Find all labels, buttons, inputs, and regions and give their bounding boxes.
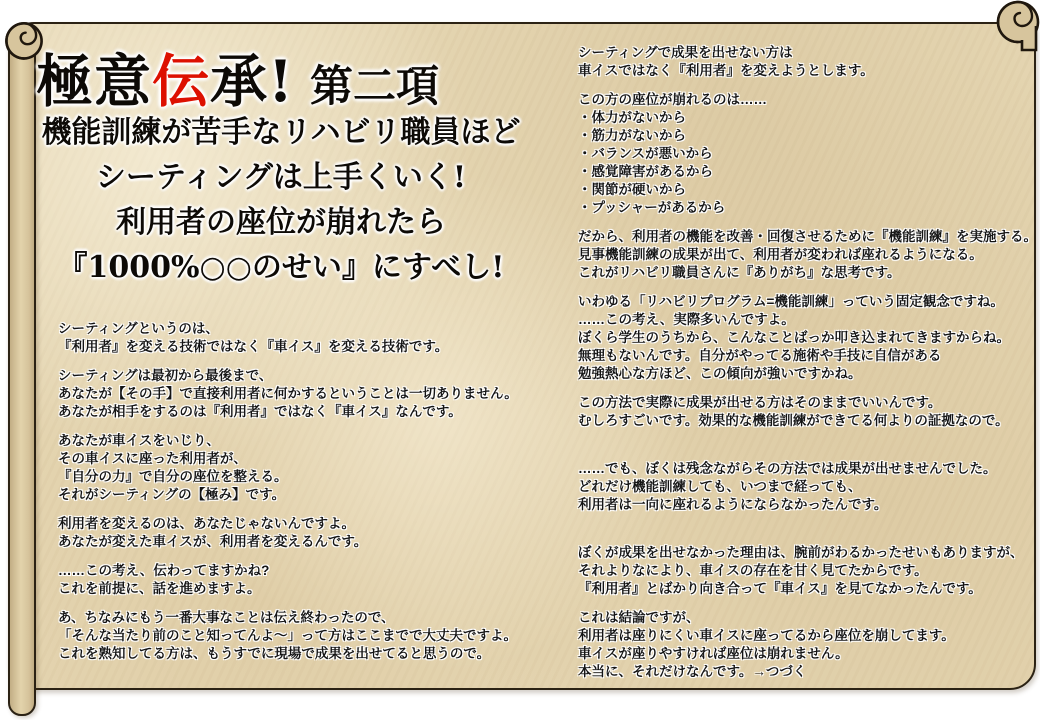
paragraph: この方法で実際に成果が出せる方はそのままでいいんです。 むしろすごいです。効果的な機能訓練ができてる何よりの証拠なので。 xyxy=(578,395,1009,428)
headline-line: シーティングは上手くいく! xyxy=(95,160,467,195)
paragraph: だから、利用者の機能を改善・回復させるために『機能訓練』を実施する。 見事機能訓練の成果が出て、利用者が変われば座れるようになる。 これがリハビリ職員さんに『ありがち』な思考です。 xyxy=(578,229,1037,280)
paragraph: いわゆる「リハビリプログラム=機能訓練」っていう固定観念ですね。 ……この考え、実際多いんですよ。 ぼくら学生のうちから、こんなことばっか叩き込まれてきますからね。 無理もないんです。自分がやってる施術や手技に自信がある 勉強熱心な方ほど、この傾向が強いですかね。 xyxy=(578,294,1010,381)
paragraph: ぼくが成果を出せなかった理由は、腕前がわるかったせいもありますが、 それよりなにより、車イスの存在を甘く見てたからです。 『利用者』とばかり向き合って『車イス』を見てなかったんです。 xyxy=(578,545,1024,596)
paragraph: これは結論ですが、 利用者は座りにくい車イスに座ってるから座位を崩してます。 車イスが座りやすければ座位は崩れません。 本当に、それだけなんです。→つづく xyxy=(578,610,955,679)
title-text-suffix: 承! xyxy=(210,48,295,115)
paragraph: ……でも、ぼくは残念ながらその方法では成果が出せませんでした。 どれだけ機能訓練しても、いつまで経っても、 利用者は一向に座れるようにならなかったんです。 xyxy=(578,461,997,512)
headline xyxy=(28,110,534,290)
paragraph: この方の座位が崩れるのは…… ・体力がないから ・筋力がないから ・バランスが悪いから ・感覚障害があるから ・関節が硬いから ・プッシャーがあるから xyxy=(578,92,767,215)
chapter-label: 第二項 xyxy=(310,62,440,112)
main-title xyxy=(36,36,439,118)
paragraph: シーティングで成果を出せない方は 車イスではなく『利用者』を変えようとします。 xyxy=(578,45,874,78)
paragraph: 利用者を変えるのは、あなたじゃないんですよ。 あなたが変えた車イスが、利用者を変えるんです。 xyxy=(58,516,368,549)
headline-line: 機能訓練が苦手なリハビリ職員ほど xyxy=(41,115,521,150)
paragraph: シーティングは最初から最後まで、 あなたが【その手】で直接利用者に何かするということは一切ありません。 あなたが相手をするのは『利用者』ではなく『車イス』なんです。 xyxy=(58,368,518,419)
headline-line: 利用者の座位が崩れたら xyxy=(116,205,446,240)
paragraph: あなたが車イスをいじり、 その車イスに座った利用者が、 『自分の力』で自分の座位を整える。 それがシーティングの【極み】です。 xyxy=(58,433,288,502)
paragraph: あ、ちなみにもう一番大事なことは伝え終わったので、 「そんな当たり前のこと知ってんよ〜」って方はここまでで大丈夫ですよ。 これを熟知してる方は、もうすでに現場で成果を出せてると思うので。 xyxy=(58,610,517,661)
title-accent-character: 伝 xyxy=(152,48,210,115)
headline-line: 『1000%○○のせい』にすべし! xyxy=(57,250,505,285)
title-text-prefix: 極意 xyxy=(36,48,152,115)
left-column xyxy=(58,320,518,674)
paragraph: ……この考え、伝わってますかね? これを前提に、話を進めますよ。 xyxy=(58,563,270,596)
paragraph: シーティングというのは、 『利用者』を変える技術ではなく『車イス』を変える技術です。 xyxy=(58,321,449,354)
right-column xyxy=(578,44,1037,692)
